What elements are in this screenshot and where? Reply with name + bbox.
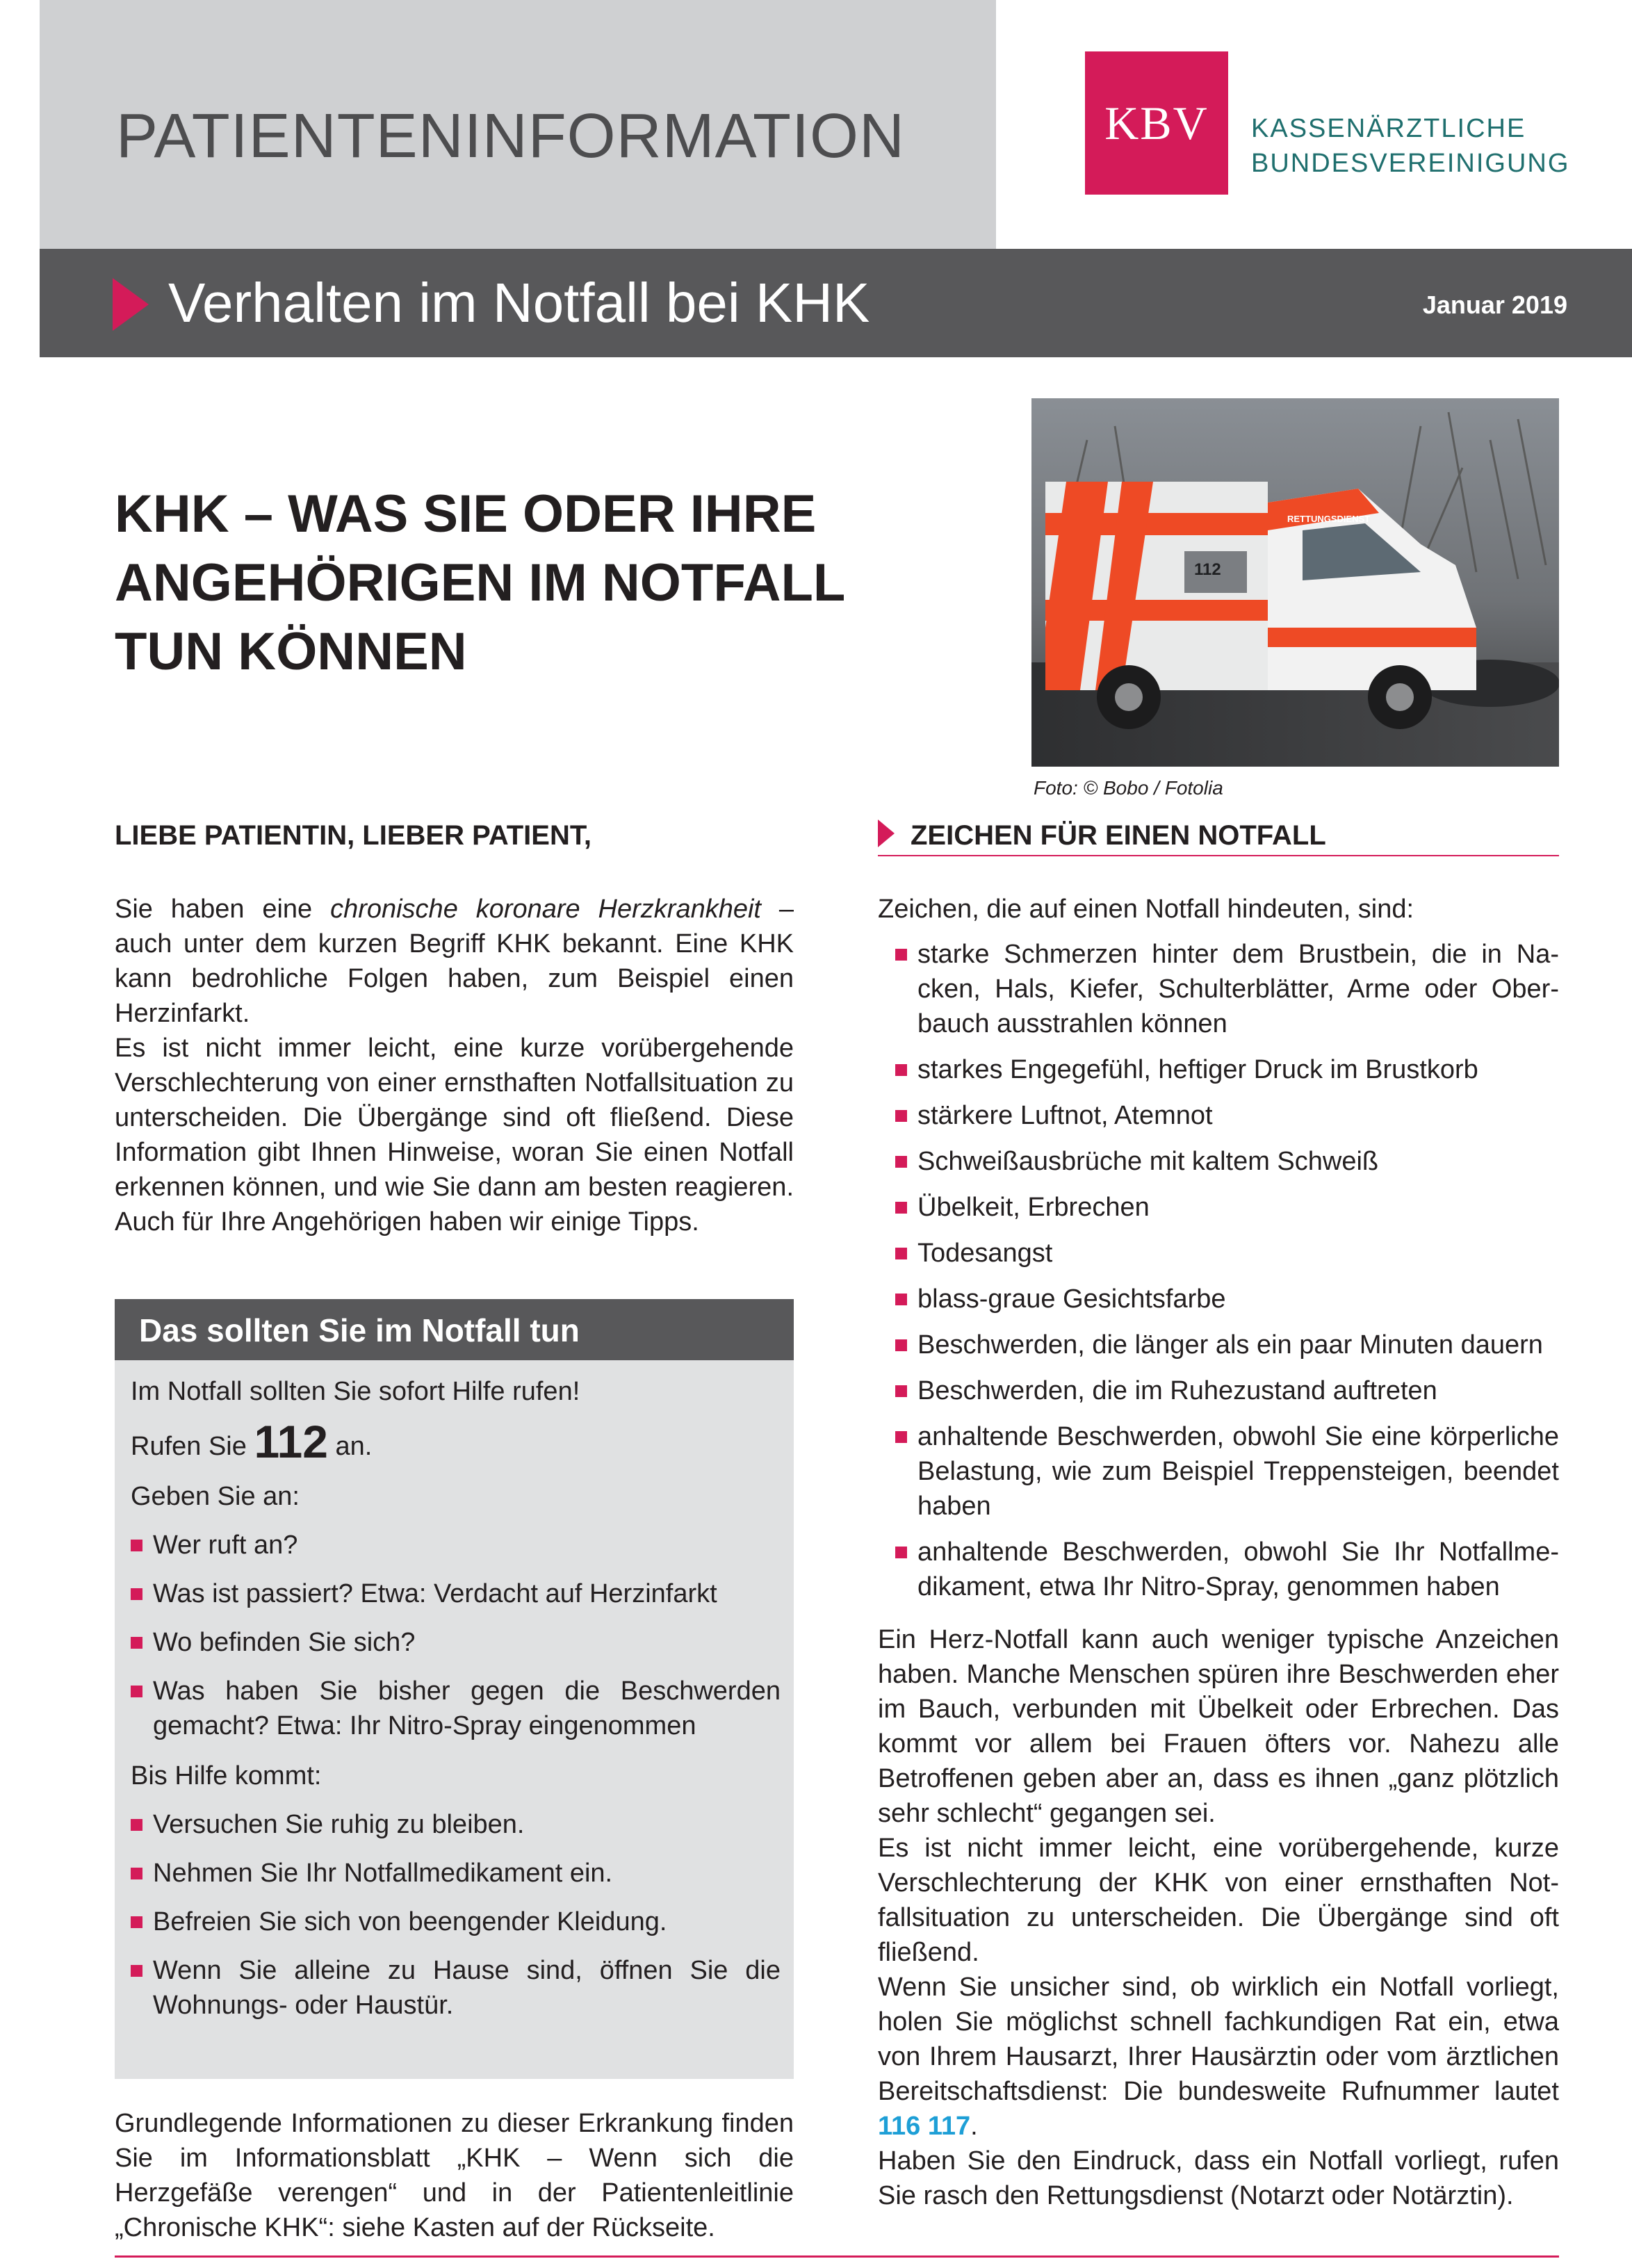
call-for-help-text: Im Notfall sollten Sie sofort Hilfe rufen! — [131, 1377, 580, 1406]
headline-line-2: ANGEHÖRIGEN IM NOTFALL — [115, 553, 846, 612]
emergency-box-title: Das sollten Sie im Notfall tun — [115, 1299, 794, 1360]
uncertainty-paragraph — [878, 1970, 1559, 2144]
intro-paragraph-1 — [115, 892, 794, 1031]
emergency-call-paragraph: Haben Sie den Eindruck, dass ein Notfall vorliegt, rufen Sie rasch den Rettungsdienst (Notarzt oder Notärztin). — [878, 2146, 1559, 2210]
document-title: Verhalten im Notfall bei KHK — [168, 272, 870, 334]
ambulance-photo — [1031, 398, 1559, 767]
list-item: Versuchen Sie ruhig zu bleiben. — [131, 1807, 781, 1842]
list-item: stärkere Luftnot, Atemnot — [895, 1098, 1559, 1133]
list-item: Beschwerden, die länger als ein paar Minuten dauern — [895, 1328, 1559, 1362]
list-item: Nehmen Sie Ihr Notfallmedikament ein. — [131, 1856, 781, 1891]
section-arrow-icon — [878, 819, 895, 847]
uncertainty-text: Wenn Sie unsicher sind, ob wirklich ein Notfall vorliegt, holen Sie möglichst schnell fachkundigen Rat ein, etwa von Ihrem Hausarzt, Ihrer Hausärztin oder vom ärztlichen Bereitschaftsdienst: Die bundesweite Rufnummer lautet — [878, 1973, 1559, 2106]
logo-line-1: KASSENÄRZTLICHE — [1251, 114, 1526, 143]
call-number-line — [131, 1416, 781, 1467]
list-item: Wo befinden Sie sich? — [131, 1625, 781, 1660]
photo-caption: Foto: © Bobo / Fotolia — [1034, 777, 1223, 799]
intro-emphasis: chronische koronare Herzkrankheit — [330, 895, 761, 924]
list-item: Todesangst — [895, 1236, 1559, 1271]
logo-abbreviation: KBV — [1104, 96, 1209, 149]
list-item: Was ist passiert? Etwa: Verdacht auf Herzinfarkt — [131, 1576, 781, 1611]
list-item: starkes Engegefühl, heftiger Druck im Brustkorb — [895, 1052, 1559, 1087]
further-info-text: Grundlegende Informationen zu dieser Erkrankung finden Sie im Informationsblatt „KHK – Wenn sich die Herzgefäße verengen“ und in der Patientenleitlinie „Chronische KHK“: siehe Kasten auf der Rückseite. — [115, 2109, 794, 2242]
emergency-box-content — [131, 1374, 781, 2023]
list-item: anhaltende Beschwerden, obwohl Sie Ihr Notfallmedikament, etwa Ihr Nitro-Spray, genommen haben — [895, 1535, 1559, 1604]
list-item: blass-graue Gesichtsfarbe — [895, 1282, 1559, 1316]
list-item: starke Schmerzen hinter dem Brustbein, die in Nacken, Hals, Kiefer, Schulterblätter, Arme oder Oberbauch ausstrahlen können — [895, 937, 1559, 1041]
greeting-heading: LIEBE PATIENTIN, LIEBER PATIENT, — [115, 820, 591, 851]
list-item: anhaltende Beschwerden, obwohl Sie eine körperliche Belastung, wie zum Beispiel Treppensteigen, beendet haben — [895, 1419, 1559, 1524]
until-help-label: Bis Hilfe kommt: — [131, 1761, 322, 1790]
headline-line-3: TUN KÖNNEN — [115, 622, 467, 681]
emergency-box — [115, 1360, 794, 2079]
give-info-list — [131, 1528, 781, 1743]
uncertainty-end: . — [970, 2112, 978, 2141]
list-item: Wer ruft an? — [131, 1528, 781, 1563]
distinction-paragraph: Es ist nicht immer leicht, eine vorübergehende, kurze Verschlechterung der KHK von einer ernsthaften Notfallsituation zu unterscheiden. Die Übergänge sind oft fließend. — [878, 1834, 1559, 1967]
ambulance-side-text: RETTUNGSDIENST — [1287, 514, 1371, 524]
logo-organization-name — [1251, 111, 1569, 181]
list-item: Wenn Sie alleine zu Hause sind, öffnen Sie die Wohnungs- oder Haustür. — [131, 1953, 781, 2023]
intro-paragraph-2: Es ist nicht immer leicht, eine kurze vorübergehende Verschlechterung von einer ernsthaften Notfallsituation zu unterscheiden. Die Übergänge sind oft fließend. Diese Information gibt Ihnen Hinweise, woran Sie einen Notfall erkennen können, und wie Sie dann am besten reagieren. Auch für Ihre Angehörigen haben wir einige Tipps. — [115, 1034, 794, 1237]
give-info-label: Geben Sie an: — [131, 1482, 300, 1511]
document-date: Januar 2019 — [1422, 291, 1567, 319]
header-band — [40, 0, 996, 249]
call-end: an. — [327, 1432, 373, 1461]
list-item: Beschwerden, die im Ruhezustand auftreten — [895, 1373, 1559, 1408]
heading-divider — [878, 855, 1559, 856]
logo-line-2: BUNDESVEREINIGUNG — [1251, 149, 1570, 178]
main-headline — [115, 480, 845, 686]
list-item: Was haben Sie bisher gegen die Beschwerden gemacht? Etwa: Ihr Nitro-Spray eingenommen — [131, 1674, 781, 1743]
hotline-number: 116 117 — [878, 2112, 971, 2141]
bottom-divider — [115, 2255, 1559, 2258]
signs-lead: Zeichen, die auf einen Notfall hindeuten, sind: — [878, 895, 1414, 924]
document-type-label: PATIENTENINFORMATION — [116, 101, 905, 171]
kbv-logo — [1085, 51, 1228, 195]
emergency-signs-heading: ZEICHEN FÜR EINEN NOTFALL — [911, 820, 1326, 851]
list-item: Befreien Sie sich von beengender Kleidung. — [131, 1904, 781, 1939]
emergency-number: 112 — [254, 1416, 328, 1467]
emergency-signs-content — [878, 892, 1559, 2213]
intro-start: Sie haben eine — [115, 895, 331, 924]
atypical-signs-paragraph: Ein Herz-Notfall kann auch weniger typische Anzeichen haben. Manche Menschen spüren ihre Beschwerden eher im Bauch, verbunden mit Übelkeit oder Erbrechen. Das kommt vor allem bei Frauen öfters vor. Nahezu alle Betroffenen geben aber an, dass es ihnen „ganz plötzlich sehr schlecht“ gegangen sei. — [878, 1625, 1559, 1828]
until-help-list — [131, 1807, 781, 2023]
signs-explanation — [878, 1622, 1559, 2213]
call-start: Rufen Sie — [131, 1432, 254, 1461]
ambulance-number-text: 112 — [1194, 560, 1221, 579]
list-item: Übelkeit, Erbrechen — [895, 1190, 1559, 1225]
headline-line-1: KHK – WAS SIE ODER IHRE — [115, 484, 817, 544]
intro-end: – auch unter dem kurzen Begriff KHK bekannt. Eine KHK kann bedrohliche Folgen haben, zum Beispiel einen Herzinfarkt. — [115, 895, 794, 1028]
title-bar — [40, 249, 1632, 357]
emergency-signs-list — [895, 937, 1559, 1604]
ambulance-illustration — [1031, 398, 1559, 767]
intro-text — [115, 892, 794, 1239]
title-arrow-icon — [113, 278, 149, 331]
list-item: Schweißausbrüche mit kaltem Schweiß — [895, 1144, 1559, 1179]
